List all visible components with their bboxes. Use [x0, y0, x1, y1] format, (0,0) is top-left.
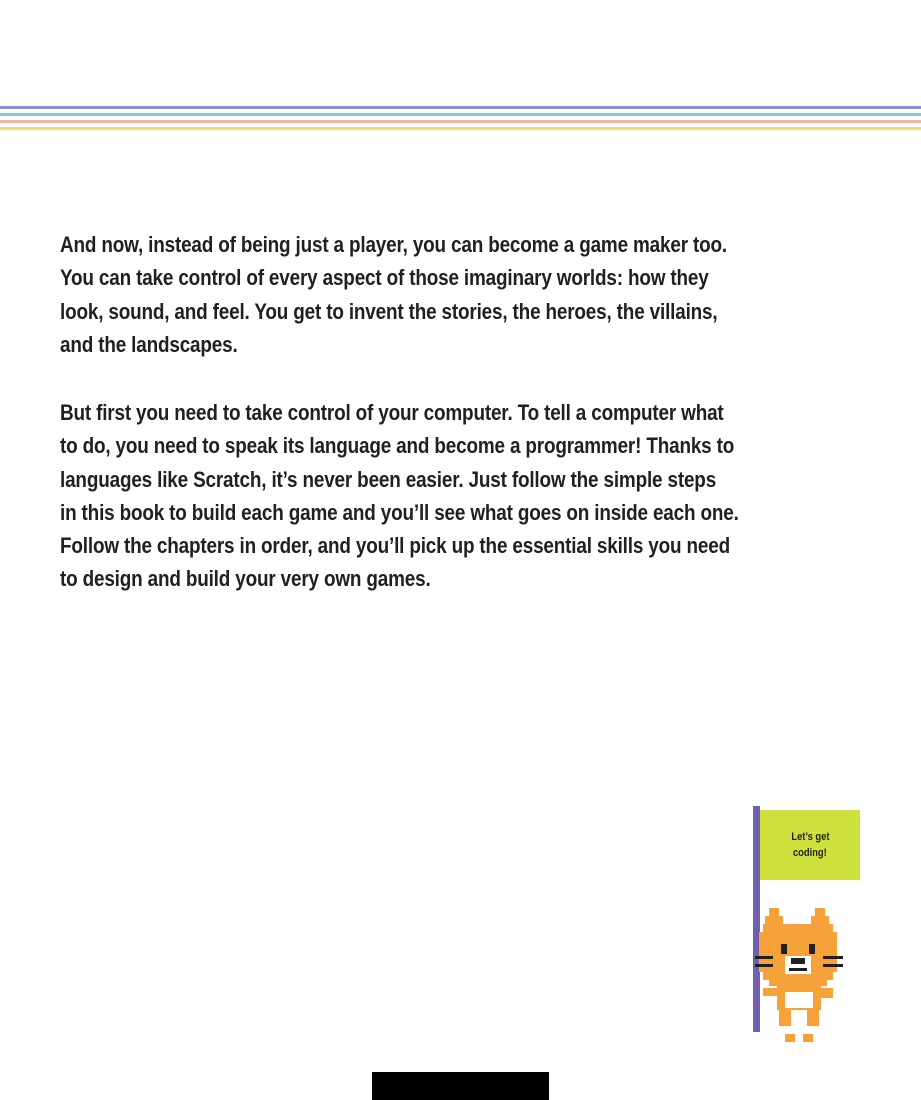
stripe-purple [0, 106, 921, 109]
stripe-blue [0, 113, 921, 116]
flag-banner [760, 810, 860, 880]
text-line: languages like Scratch, it’s never been easier. Just follow the simple steps [60, 466, 717, 492]
text-line: and the landscapes. [60, 331, 238, 357]
text-line: Follow the chapters in order, and you’ll pick up the essential skills you need [60, 533, 730, 559]
text-line: look, sound, and feel. You get to invent the stories, the heroes, the villains, [60, 298, 718, 324]
text-line: And now, instead of being just a player, you can become a game maker too. [60, 232, 727, 257]
text-line: to design and build your very own games. [60, 566, 431, 592]
text-line: in this book to build each game and you’ll see what goes on inside each one. [60, 499, 739, 525]
intro-paragraph-1 [60, 228, 748, 361]
stripe-yellow [0, 127, 921, 130]
pixel-cat-icon [755, 908, 845, 1043]
text-line: But first you need to take control of your computer. To tell a computer what [60, 400, 724, 425]
text-line: to do, you need to speak its language and become a programmer! Thanks to [60, 433, 735, 459]
intro-paragraph-2 [60, 396, 748, 596]
flag-text-line-2: coding! [793, 847, 827, 859]
bottom-bar [372, 1072, 549, 1100]
stripe-pink [0, 120, 921, 123]
text-line: You can take control of every aspect of those imaginary worlds: how they [60, 265, 709, 291]
header-stripes [0, 106, 921, 136]
flag-text-line-1: Let’s get [790, 831, 830, 843]
